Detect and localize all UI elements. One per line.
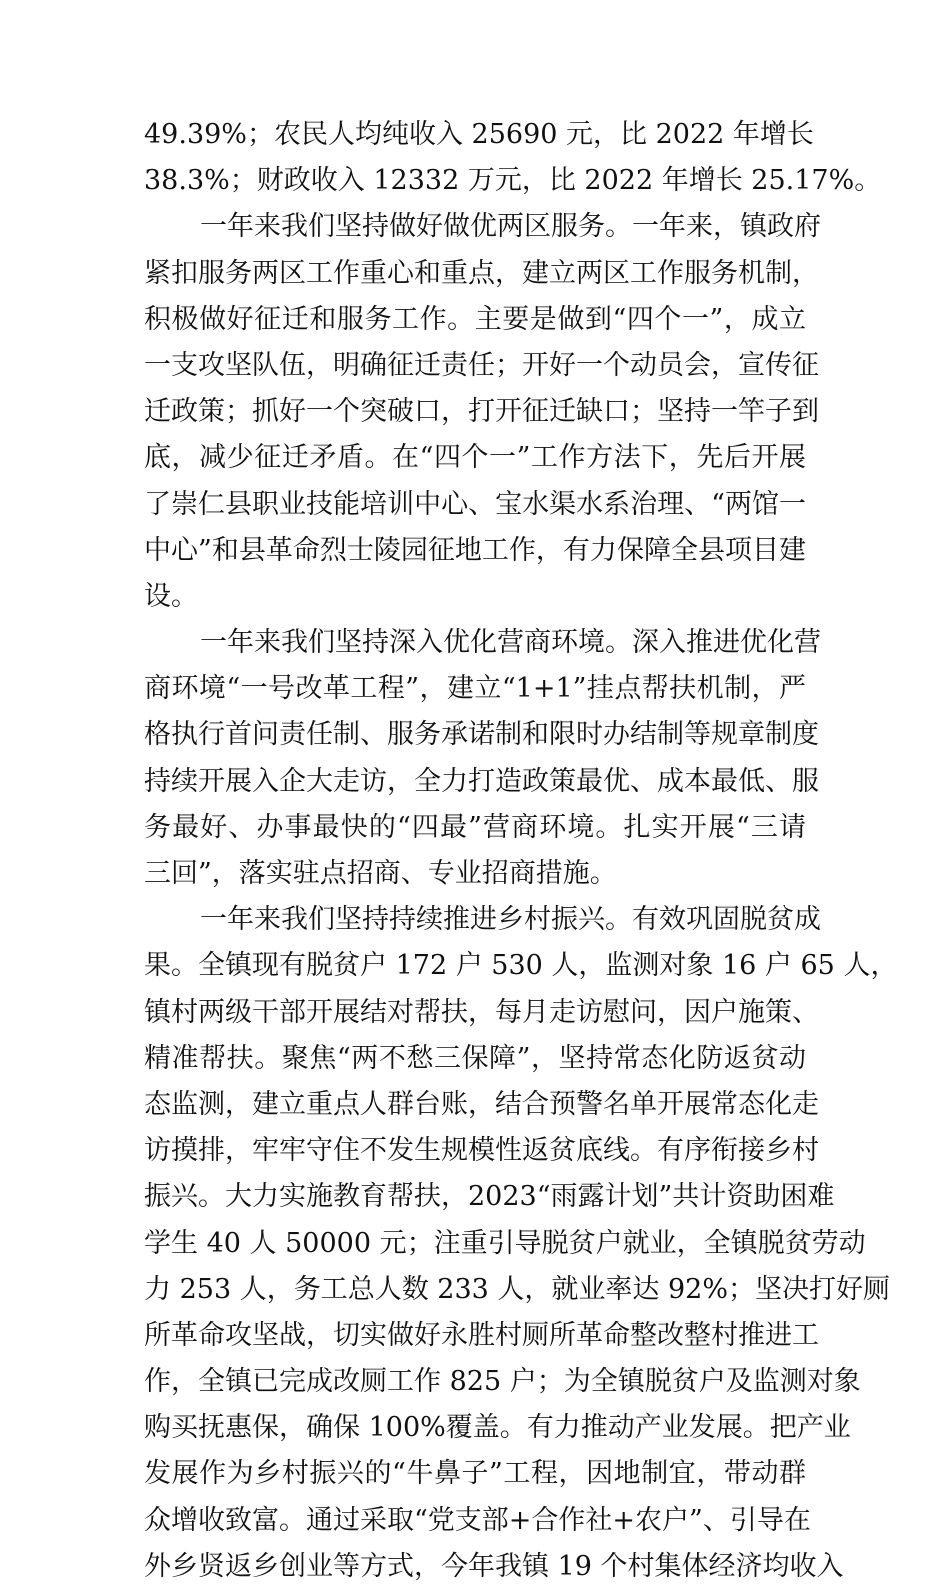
paragraph-first-line: 一年来我们坚持持续推进乡村振兴。有效巩固脱贫成 xyxy=(200,904,821,936)
text-line: 态监测，建立重点人群台账，结合预警名单开展常态化走 xyxy=(144,1088,819,1120)
text-line: 迁政策；抓好一个突破口，打开征迁缺口；坚持一竿子到 xyxy=(144,396,819,428)
text-line: 格执行首问责任制、服务承诺制和限时办结制等规章制度 xyxy=(144,719,819,751)
text-line: 三回”，落实驻点招商、专业招商措施。 xyxy=(144,858,617,889)
text-line: 中心”和县革命烈士陵园征地工作，有力保障全县项目建 xyxy=(144,534,806,566)
text-line: 访摸排，牢牢守住不发生规模性返贫底线。有序衔接乡村 xyxy=(144,1135,819,1167)
text-line: 了崇仁县职业技能培训中心、宝水渠水系治理、“两馆一 xyxy=(144,488,806,520)
text-line: 外乡贤返乡创业等方式，今年我镇 19 个村集体经济均收入 xyxy=(144,1550,844,1582)
text-line: 49.39%；农民人均纯收入 25690 元，比 2022 年增长 xyxy=(144,119,814,150)
document-page xyxy=(144,112,898,1590)
text-line: 38.3%；财政收入 12332 万元，比 2022 年增长 25.17%。 xyxy=(144,165,882,197)
text-line: 积极做好征迁和服务工作。主要是做到“四个一”，成立 xyxy=(144,303,806,335)
text-line: 所革命攻坚战，切实做好永胜村厕所革命整改整村推进工 xyxy=(144,1319,819,1351)
text-line: 力 253 人，务工总人数 233 人，就业率达 92%；坚决打好厕 xyxy=(144,1273,890,1305)
text-line: 底，减少征迁矛盾。在“四个一”工作方法下，先后开展 xyxy=(144,442,806,474)
paragraph-first-line: 一年来我们坚持深入优化营商环境。深入推进优化营 xyxy=(200,627,821,659)
text-line: 发展作为乡村振兴的“牛鼻子”工程，因地制宜，带动群 xyxy=(144,1458,806,1490)
text-line: 镇村两级干部开展结对帮扶，每月走访慰问，因户施策、 xyxy=(144,996,819,1028)
text-line: 振兴。大力实施教育帮扶，2023“雨露计划”共计资助困难 xyxy=(144,1181,835,1213)
text-line: 众增收致富。通过采取“党支部+合作社+农户”、引导在 xyxy=(144,1504,811,1536)
text-line: 作，全镇已完成改厕工作 825 户；为全镇脱贫户及监测对象 xyxy=(144,1366,861,1398)
text-line: 精准帮扶。聚焦“两不愁三保障”，坚持常态化防返贫动 xyxy=(144,1042,806,1074)
text-line: 务最好、办事最快的“四最”营商环境。扎实开展“三请 xyxy=(144,811,806,843)
text-line: 商环境“一号改革工程”，建立“1+1”挂点帮扶机制，严 xyxy=(144,673,806,705)
text-line: 果。全镇现有脱贫户 172 户 530 人，监测对象 16 户 65 人， xyxy=(144,950,898,982)
paragraph-first-line: 一年来我们坚持做好做优两区服务。一年来，镇政府 xyxy=(200,211,821,243)
text-line: 设。 xyxy=(144,580,198,612)
text-line: 购买抚惠保，确保 100%覆盖。有力推动产业发展。把产业 xyxy=(144,1412,851,1444)
text-line: 一支攻坚队伍，明确征迁责任；开好一个动员会，宣传征 xyxy=(144,349,819,381)
text-line: 紧扣服务两区工作重心和重点，建立两区工作服务机制， xyxy=(144,257,819,289)
text-line: 持续开展入企大走访，全力打造政策最优、成本最低、服 xyxy=(144,765,819,797)
text-line: 学生 40 人 50000 元；注重引导脱贫户就业，全镇脱贫劳动 xyxy=(144,1227,866,1259)
